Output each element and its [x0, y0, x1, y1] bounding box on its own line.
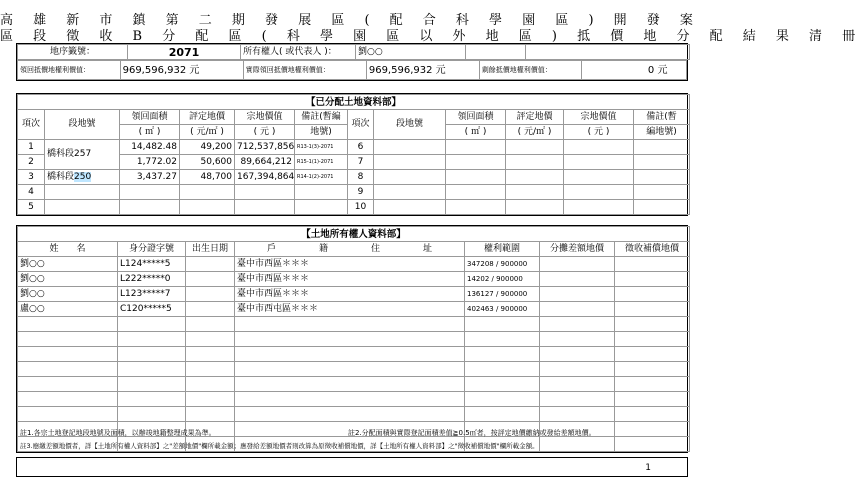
row-value: 712,537,856: [235, 140, 295, 155]
row-no-right: 10: [348, 200, 374, 215]
table-row: [18, 407, 690, 422]
remain-unit: 元: [657, 64, 668, 76]
col-price-unit: ( 元/㎡ ): [180, 125, 235, 140]
owner-name: 盧○○: [18, 302, 118, 317]
remain-value: 0: [647, 64, 655, 76]
col-diff: 分攤差額地價: [540, 242, 615, 257]
row-no-right: 7: [348, 155, 374, 170]
col-note: 備註(暫編: [295, 110, 348, 125]
table-row: [18, 257, 690, 272]
col-price: 評定地價: [180, 110, 235, 125]
col-item: 項次: [18, 110, 45, 140]
land-section: [16, 93, 688, 216]
table-row: [18, 332, 690, 347]
row-value: 167,394,864: [235, 170, 295, 185]
owner-name: 劉○○: [18, 287, 118, 302]
row-no: 1: [18, 140, 45, 155]
document-title-line2: 區 段 徵 收 B 分 配 區 ( 科 學 園 區 以 外 地 區 ) 抵 價 地 分 配 結 果 清 冊: [0, 29, 863, 44]
table-row: [18, 170, 690, 185]
note-1: 註1.各宗土地登記地段地號及面積，以辦竣地籍整理成果為準。: [20, 429, 216, 437]
col-lot-right: 段地號: [374, 110, 446, 140]
col-area-right: 領回面積: [446, 110, 506, 125]
owners-section-title: 【土地所有權人資料部】: [18, 227, 690, 242]
row-no: 3: [18, 170, 45, 185]
row-price: 48,700: [180, 170, 235, 185]
owner-address: 臺中市西區＊＊＊: [235, 287, 465, 302]
row-area: 3,437.27: [120, 170, 180, 185]
owner-id: L222*****0: [118, 272, 186, 287]
row-price: 50,600: [180, 155, 235, 170]
owner-name: 劉○○: [18, 272, 118, 287]
row-no: 4: [18, 185, 45, 200]
col-id: 身分證字號: [118, 242, 186, 257]
footer-box: [16, 457, 688, 477]
page-number: 1: [645, 463, 651, 473]
actual-unit: 元: [435, 64, 446, 76]
col-address-1: 戶: [267, 243, 277, 254]
col-share: 權利範圍: [465, 242, 540, 257]
remain-label: 剩餘抵價地權利價值：: [479, 61, 582, 80]
table-row: [18, 272, 690, 287]
table-row: [18, 362, 690, 377]
table-row: [18, 287, 690, 302]
col-address-2: 籍: [318, 243, 328, 254]
row-no: 5: [18, 200, 45, 215]
owner-address: 臺中市西屯區＊＊＊: [235, 302, 465, 317]
table-row: [18, 302, 690, 317]
owner-share: 347208 / 900000: [465, 257, 540, 272]
row-value: 89,664,212: [235, 155, 295, 170]
lot-label: 地序籤號：: [18, 45, 128, 60]
col-lot: 段地號: [45, 110, 120, 140]
col-value-unit-right: ( 元 ): [564, 125, 634, 140]
table-row: [18, 140, 690, 155]
document-title-line1: 高 雄 新 市 鎮 第 二 期 發 展 區 ( 配 合 科 學 園 區 ) 開 發 案: [0, 13, 701, 28]
col-item-right: 項次: [348, 110, 374, 140]
row-no: 2: [18, 155, 45, 170]
col-value-unit: ( 元 ): [235, 125, 295, 140]
owner-id: L123*****7: [118, 287, 186, 302]
col-area-unit: ( ㎡ ): [120, 125, 180, 140]
table-row: [18, 317, 690, 332]
col-address-4: 址: [422, 243, 432, 254]
land-section-title: 【已分配土地資料部】: [18, 95, 690, 110]
col-address-3: 住: [370, 243, 380, 254]
col-value: 宗地價值: [235, 110, 295, 125]
owner-label: 所有權人( 或代表人 )：: [241, 45, 356, 60]
col-price-right: 評定地價: [506, 110, 564, 125]
table-row: [18, 392, 690, 407]
row-no-right: 8: [348, 170, 374, 185]
col-note-2-right: 編地號): [634, 125, 690, 140]
row-price: 49,200: [180, 140, 235, 155]
owner-value: 劉○○: [356, 45, 466, 60]
col-area: 領回面積: [120, 110, 180, 125]
owner-share: 402463 / 900000: [465, 302, 540, 317]
row-no-right: 6: [348, 140, 374, 155]
claim-unit: 元: [189, 64, 200, 76]
table-row: [18, 377, 690, 392]
owner-share: 14202 / 900000: [465, 272, 540, 287]
col-note-right: 備註(暫: [634, 110, 690, 125]
owner-id: C120*****5: [118, 302, 186, 317]
claim-value: 969,596,932: [122, 64, 187, 76]
header-info-box: [16, 43, 688, 81]
row-note: R14-1(2)-2071: [295, 170, 348, 185]
row-lot: 橋科段250: [45, 170, 120, 185]
row-no-right: 9: [348, 185, 374, 200]
claim-label: 領回抵價地權利價值：: [18, 61, 121, 80]
col-price-unit-right: ( 元/㎡ ): [506, 125, 564, 140]
owner-share: 136127 / 900000: [465, 287, 540, 302]
owner-address: 臺中市西區＊＊＊: [235, 257, 465, 272]
col-value-right: 宗地價值: [564, 110, 634, 125]
col-note-2: 地號): [295, 125, 348, 140]
row-lot: 橋科段257: [45, 140, 120, 170]
owners-section: [16, 225, 688, 453]
row-note: R13-1(3)-2071: [295, 140, 348, 155]
note-2: 註2.分配面積與實際登記面積差值≧0.5㎡者，按評定地價繳納或發給差額地價。: [348, 429, 596, 437]
actual-label: 實際領回抵價地權利價值：: [243, 61, 366, 80]
owner-name: 劉○○: [18, 257, 118, 272]
table-row: [18, 200, 690, 215]
actual-value: 969,596,932: [368, 64, 433, 76]
note-3: 註3.應繳差額地價者，詳【土地所有權人資料部】之"差額地價"欄所載金額；應發給差額地價者則改算為原徵收補償地價，詳【土地所有權人資料部】之"徵收補償地價"欄所載金額。: [20, 442, 539, 450]
col-comp: 徵收補償地價: [615, 242, 690, 257]
col-birth: 出生日期: [186, 242, 235, 257]
owner-address: 臺中市西區＊＊＊: [235, 272, 465, 287]
col-address: [235, 242, 465, 257]
row-area: 14,482.48: [120, 140, 180, 155]
col-name: 姓 名: [18, 242, 118, 257]
row-area: 1,772.02: [120, 155, 180, 170]
owner-id: L124*****5: [118, 257, 186, 272]
table-row: [18, 185, 690, 200]
table-row: [18, 347, 690, 362]
col-area-unit-right: ( ㎡ ): [446, 125, 506, 140]
lot-number: 2071: [128, 45, 241, 60]
row-note: R15-1(1)-2071: [295, 155, 348, 170]
